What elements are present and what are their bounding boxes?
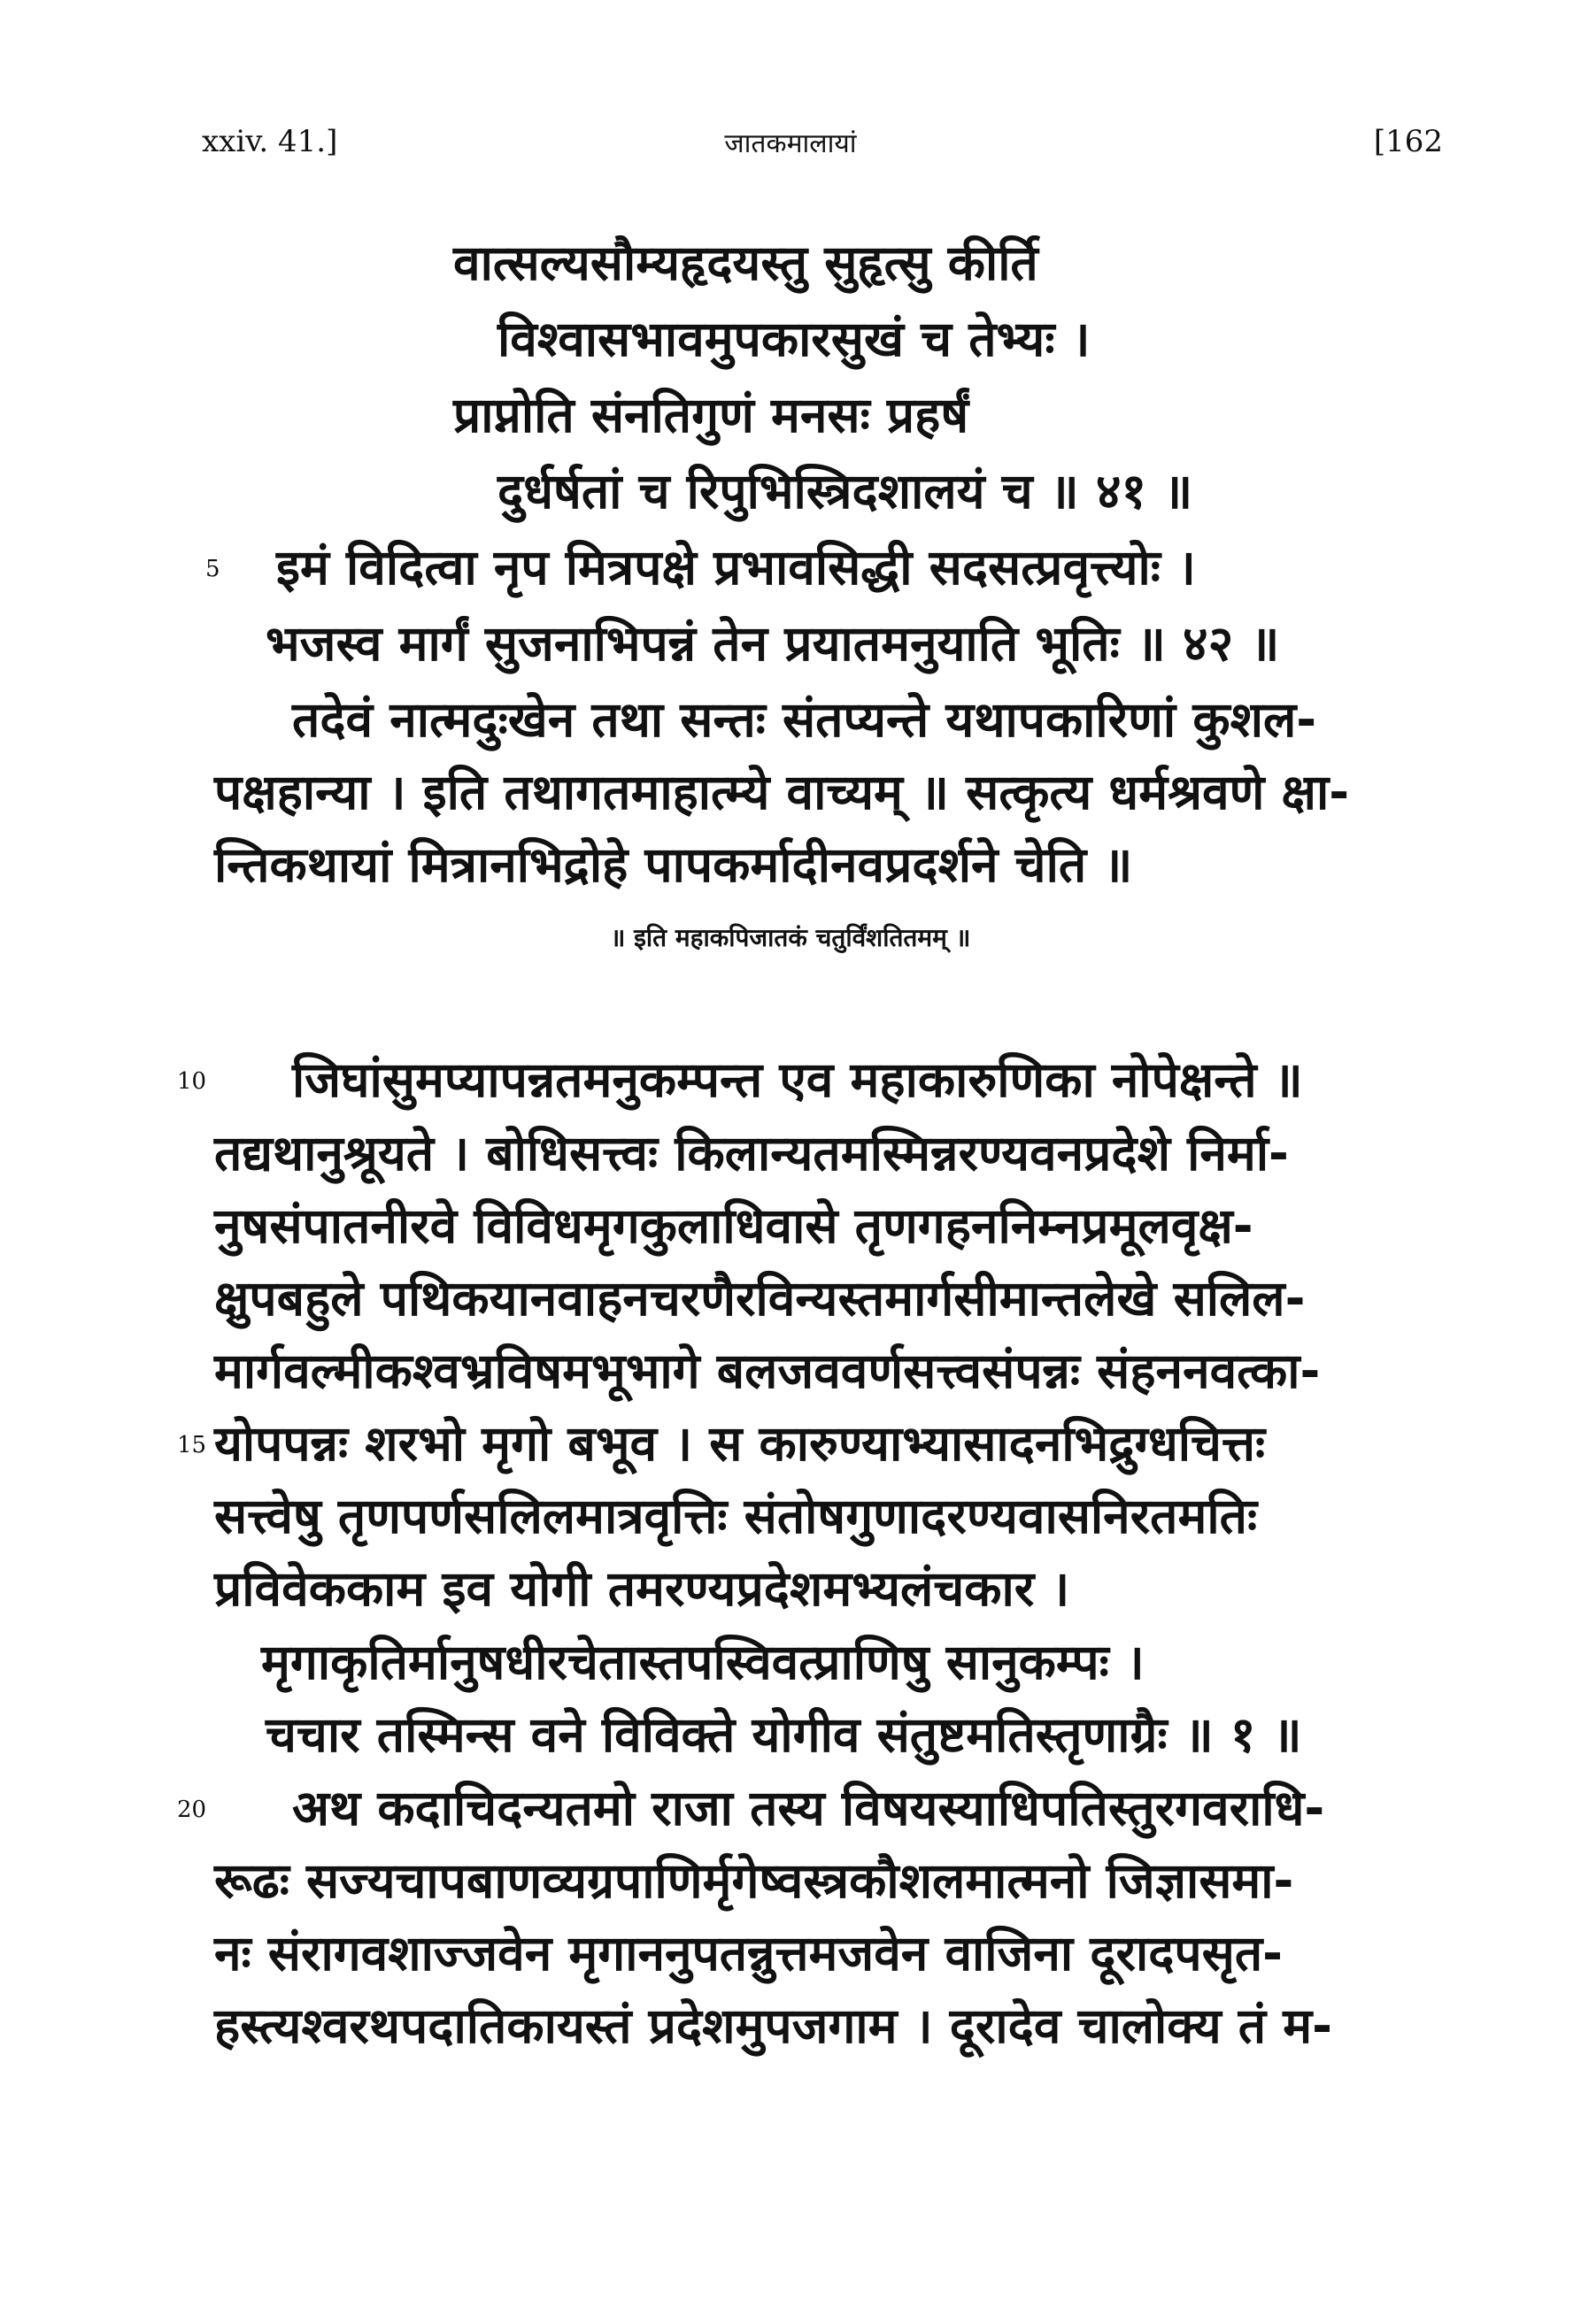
prose-line: रूढः सज्यचापबाणव्यग्रपाणिर्मृगेष्वस्त्रकौशलमात्मनो जिज्ञासमा- <box>214 1852 1294 1909</box>
prose-line: योपपन्नः शरभो मृगो बभूव । स कारुण्याभ्यासादनभिद्रुग्धचित्तः <box>214 1415 1266 1472</box>
header-page-number: [162 <box>1373 124 1443 159</box>
colophon: ॥ इति महाकपिजातकं चतुर्विंशतितमम् ॥ <box>610 923 971 952</box>
line-number: 15 <box>177 1432 207 1458</box>
prose-line: नुषसंपातनीरवे विविधमृगकुलाधिवासे तृणगहननिम्नप्रमूलवृक्ष- <box>214 1197 1253 1254</box>
verse-line: मृगाकृतिर्मानुषधीरचेतास्तपस्विवत्प्राणिषु सानुकम्पः । <box>261 1634 1145 1690</box>
prose-line: नः संरागवशाज्जवेन मृगाननुपतन्नुत्तमजवेन वाजिना दूरादपसृत- <box>214 1925 1284 1982</box>
prose-line: सत्त्वेषु तृणपर्णसलिलमात्रवृत्तिः संतोषगुणादरण्यवासनिरतमतिः <box>214 1488 1258 1544</box>
header-running-title: जातकमालायां <box>724 128 857 159</box>
verse-line: चचार तस्मिन्स वने विविक्ते योगीव संतुष्टमतिस्तृणाग्रैः ॥ १ ॥ <box>266 1706 1302 1763</box>
line-number: 10 <box>177 1068 207 1095</box>
verse-line: विश्वासभावमुपकारसुखं च तेभ्यः । <box>497 311 1091 367</box>
prose-line: हस्त्यश्वरथपदातिकायस्तं प्रदेशमुपजगाम । दूरादेव चालोक्य तं म- <box>214 1997 1332 2054</box>
line-number: 20 <box>177 1797 207 1823</box>
verse-line: प्राप्नोति संनतिगुणं मनसः प्रहर्षं <box>453 387 969 443</box>
verse-line: भजस्व मार्गं सुजनाभिपन्नं तेन प्रयातमनुयाति भूतिः ॥ ४२ ॥ <box>266 615 1280 672</box>
prose-line: तदेवं नात्मदुःखेन तथा सन्तः संतप्यन्ते यथापकारिणां कुशल- <box>292 691 1317 748</box>
prose-line: न्तिकथायां मित्रानभिद्रोहे पापकर्मादीनवप्रदर्शने चेति ॥ <box>214 836 1133 893</box>
prose-line: मार्गवल्मीकश्वभ्रविषमभूभागे बलजववर्णसत्त्वसंपन्नः संहननवत्का- <box>214 1343 1321 1399</box>
prose-line: क्षुपबहुले पथिकयानवाहनचरणैरविन्यस्तमार्गसीमान्तलेखे सलिल- <box>214 1270 1306 1327</box>
prose-line: जिघांसुमप्यापन्नतमनुकम्पन्त एव महाकारुणिका नोपेक्षन्ते ॥ <box>292 1051 1303 1108</box>
verse-line: इमं विदित्वा नृप मित्रपक्षे प्रभावसिद्धी सदसत्प्रवृत्त्योः । <box>276 539 1196 596</box>
prose-line: पक्षहान्या । इति तथागतमाहात्म्ये वाच्यम् ॥ सत्कृत्य धर्मश्रवणे क्षा- <box>214 764 1350 820</box>
line-number: 5 <box>205 556 220 582</box>
header-section-ref: xxiv. 41.] <box>202 124 338 159</box>
verse-line: दुर्धर्षतां च रिपुभिस्त्रिदशालयं च ॥ ४१ ॥ <box>497 463 1193 519</box>
prose-line: प्रविवेककाम इव योगी तमरण्यप्रदेशमभ्यलंचकार । <box>214 1560 1070 1617</box>
prose-line: तद्यथानुश्रूयते । बोधिसत्त्वः किलान्यतमस्मिन्नरण्यवनप्रदेशे निर्मा- <box>214 1125 1289 1181</box>
verse-line: वात्सल्यसौम्यहृदयस्तु सुहृत्सु कीर्ति <box>453 235 1038 291</box>
prose-line: अथ कदाचिदन्यतमो राजा तस्य विषयस्याधिपतिस्तुरगवराधि- <box>292 1780 1325 1836</box>
